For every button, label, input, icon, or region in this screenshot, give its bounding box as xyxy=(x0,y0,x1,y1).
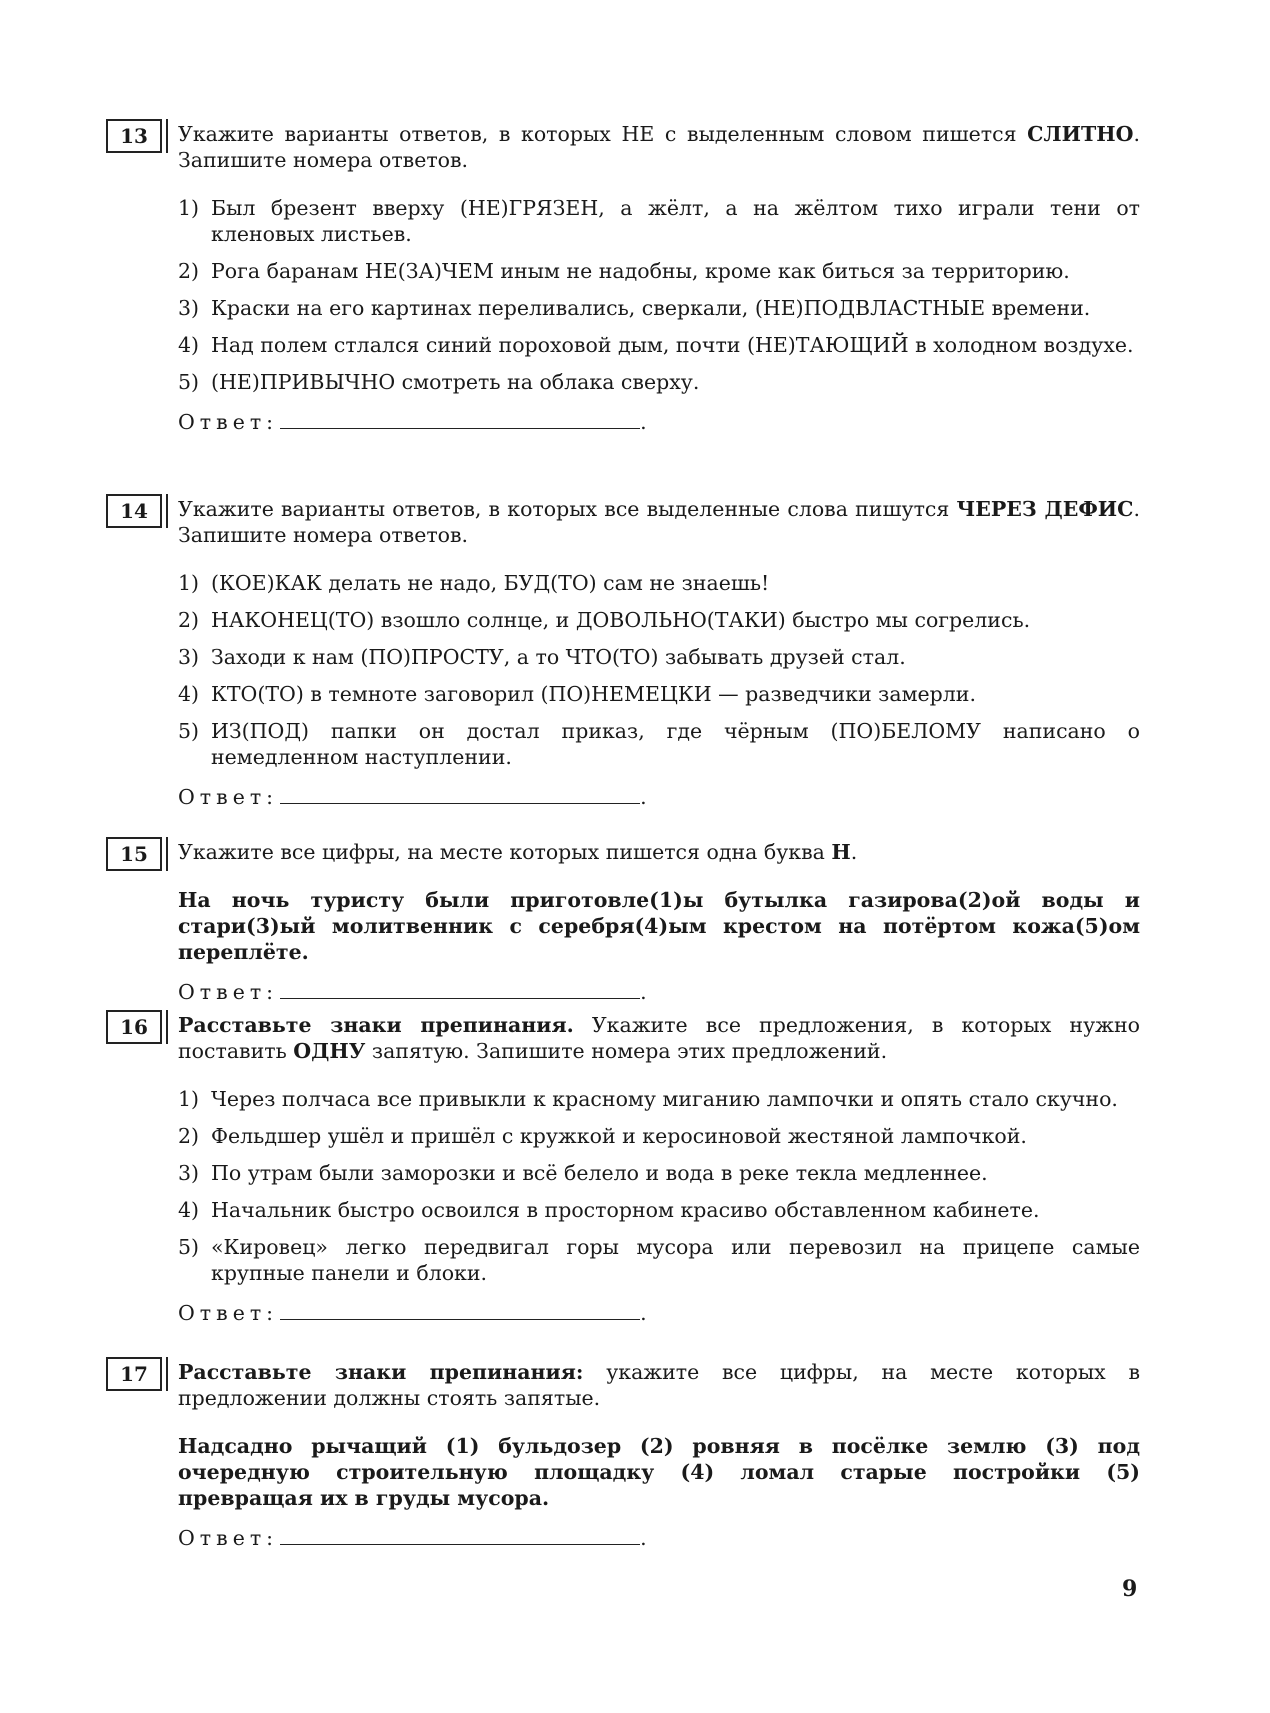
task-13 xyxy=(106,119,1140,435)
task-prompt: Укажите варианты ответов, в которых НЕ с выделенным словом пишется СЛИТНО. Запишите номера ответов. xyxy=(178,122,1140,172)
list-item: 5) ИЗ(ПОД) папки он достал приказ, где чёрным (ПО)БЕЛОМУ написано о немедленном наступлении. xyxy=(178,719,1140,769)
task-number: 17 xyxy=(106,1357,162,1391)
list-item: 1) Был брезент вверху (НЕ)ГРЯЗЕН, а жёлт, а на жёлтом тихо играли тени от кленовых листьев. xyxy=(178,196,1140,246)
answer-field[interactable]: Ответ: . xyxy=(178,785,647,809)
task-number: 13 xyxy=(106,119,162,153)
answer-field[interactable]: Ответ: . xyxy=(178,1526,647,1550)
answer-field[interactable]: Ответ: . xyxy=(178,980,647,1004)
task-number: 14 xyxy=(106,494,162,528)
task-sentence: Надсадно рычащий (1) бульдозер (2) ровняя в посёлке землю (3) под очередную строительную площадку (4) ломал старые постройки (5) превращая их в груды мусора. xyxy=(178,1434,1140,1510)
task-16 xyxy=(106,1010,1140,1326)
list-item: 5) «Кировец» легко передвигал горы мусора или перевозил на прицепе самые крупные панели и блоки. xyxy=(178,1235,1140,1285)
task-14 xyxy=(106,494,1140,810)
answer-options xyxy=(178,570,1140,770)
divider xyxy=(166,119,168,153)
divider xyxy=(166,494,168,528)
divider xyxy=(166,837,168,871)
list-item: 2) НАКОНЕЦ(ТО) взошло солнце, и ДОВОЛЬНО(ТАКИ) быстро мы согрелись. xyxy=(178,608,1031,632)
list-item: 5) (НЕ)ПРИВЫЧНО смотреть на облака сверху. xyxy=(178,370,700,394)
answer-options xyxy=(178,1086,1140,1286)
task-prompt: Укажите все цифры, на месте которых пишется одна буква Н. xyxy=(178,840,858,864)
list-item: 4) Начальник быстро освоился в просторном красиво обставленном кабинете. xyxy=(178,1198,1040,1222)
task-sentence: На ночь туристу были приготовле(1)ы бутылка газирова(2)ой воды и стари(3)ый молитвенник с серебря(4)ым крестом на потёртом кожа(5)ом переплёте. xyxy=(178,888,1140,964)
task-number: 16 xyxy=(106,1010,162,1044)
task-number: 15 xyxy=(106,837,162,871)
list-item: 4) КТО(ТО) в темноте заговорил (ПО)НЕМЕЦКИ — разведчики замерли. xyxy=(178,682,976,706)
answer-field[interactable]: Ответ: . xyxy=(178,410,647,434)
list-item: 1) Через полчаса все привыкли к красному миганию лампочки и опять стало скучно. xyxy=(178,1087,1118,1111)
divider xyxy=(166,1010,168,1044)
list-item: 1) (КОЕ)КАК делать не надо, БУД(ТО) сам не знаешь! xyxy=(178,571,770,595)
task-17 xyxy=(106,1357,1140,1551)
list-item: 2) Рога баранам НЕ(ЗА)ЧЕМ иным не надобны, кроме как биться за территорию. xyxy=(178,259,1070,283)
task-15 xyxy=(106,837,1140,1005)
task-prompt: Расставьте знаки препинания. Укажите все предложения, в которых нужно поставить ОДНУ запятую. Запишите номера этих предложений. xyxy=(178,1013,1140,1063)
divider xyxy=(166,1357,168,1391)
list-item: 4) Над полем стлался синий пороховой дым, почти (НЕ)ТАЮЩИЙ в холодном воздухе. xyxy=(178,333,1134,357)
answer-options xyxy=(178,195,1140,395)
list-item: 3) Краски на его картинах переливались, сверкали, (НЕ)ПОДВЛАСТНЫЕ времени. xyxy=(178,296,1091,320)
task-prompt: Укажите варианты ответов, в которых все выделенные слова пишутся ЧЕРЕЗ ДЕФИС. Запишите номера ответов. xyxy=(178,497,1140,547)
list-item: 2) Фельдшер ушёл и пришёл с кружкой и керосиновой жестяной лампочкой. xyxy=(178,1124,1027,1148)
task-prompt: Расставьте знаки препинания: укажите все цифры, на месте которых в предложении должны стоять запятые. xyxy=(178,1360,1140,1410)
answer-field[interactable]: Ответ: . xyxy=(178,1301,647,1325)
list-item: 3) Заходи к нам (ПО)ПРОСТУ, а то ЧТО(ТО) забывать друзей стал. xyxy=(178,645,906,669)
page-number: 9 xyxy=(1122,1576,1138,1602)
list-item: 3) По утрам были заморозки и всё белело и вода в реке текла медленнее. xyxy=(178,1161,988,1185)
